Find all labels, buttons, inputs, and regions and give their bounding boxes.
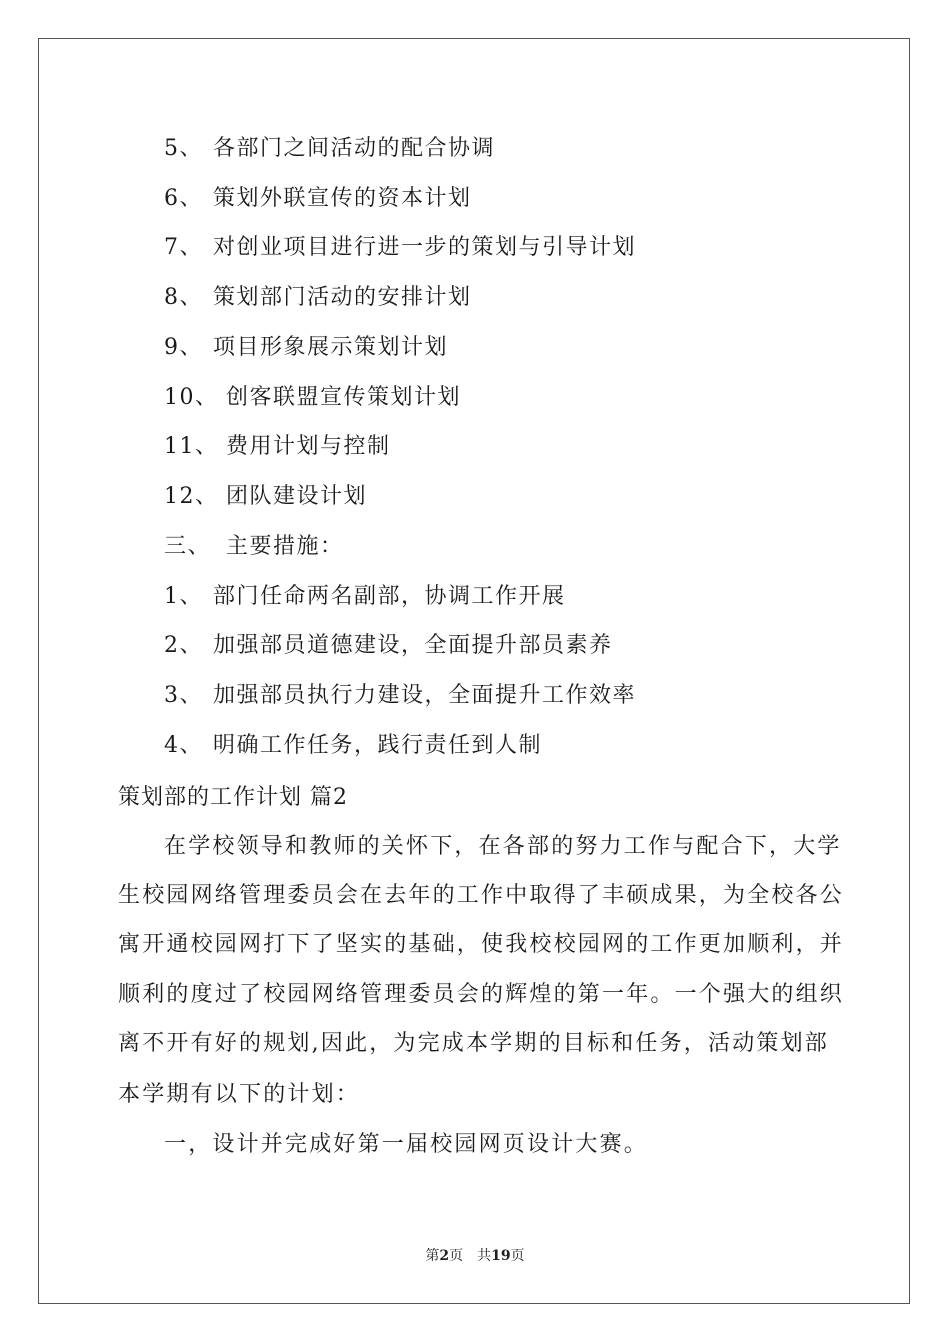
list-item <box>164 432 391 462</box>
list-item-text: 创客联盟宣传策划计划 <box>226 385 462 410</box>
section-title: 主要措施： <box>226 534 344 559</box>
list-item-number: 3、 <box>164 683 203 708</box>
list-item-text: 加强部员道德建设，全面提升部员素养 <box>213 633 613 658</box>
list-item-number: 7、 <box>164 235 203 260</box>
list-item-text: 部门任命两名副部，协调工作开展 <box>213 584 566 609</box>
list-item <box>164 184 472 214</box>
list-item <box>164 582 566 612</box>
list-item-text: 策划外联宣传的资本计划 <box>213 186 472 211</box>
list-item-number: 8、 <box>164 285 203 310</box>
list-item <box>164 383 462 413</box>
list-item-number: 10、 <box>164 385 219 410</box>
paragraph-line: 离不开有好的规划,因此，为完成本学期的目标和任务，活动策划部 <box>118 1031 829 1056</box>
list-item-number: 4、 <box>164 733 203 758</box>
article-heading: 策划部的工作计划 篇2 <box>118 785 348 810</box>
list-item <box>164 482 368 512</box>
footer-mid: 页 共 <box>449 1248 492 1264</box>
list-item-number: 6、 <box>164 186 203 211</box>
list-item-text: 加强部员执行力建设，全面提升工作效率 <box>213 683 637 708</box>
point-one: 一，设计并完成好第一届校园网页设计大赛。 <box>164 1132 649 1157</box>
list-item-number: 5、 <box>164 136 203 161</box>
list-item-text: 各部门之间活动的配合协调 <box>213 136 496 161</box>
list-item-text: 对创业项目进行进一步的策划与引导计划 <box>213 235 637 260</box>
list-item <box>164 731 543 761</box>
page-footer <box>0 1246 950 1266</box>
footer-page-number: 2 <box>439 1248 450 1264</box>
list-item <box>164 681 637 711</box>
paragraph-line: 在学校领导和教师的关怀下，在各部的努力工作与配合下，大学 <box>164 834 842 859</box>
footer-total-pages: 19 <box>491 1248 511 1264</box>
list-item <box>164 631 613 661</box>
list-item <box>164 134 496 164</box>
list-item-number: 9、 <box>164 335 203 360</box>
list-item <box>164 333 449 363</box>
list-item <box>164 283 472 313</box>
list-item-number: 12、 <box>164 484 219 509</box>
list-item-text: 团队建设计划 <box>226 484 368 509</box>
list-item-text: 明确工作任务，践行责任到人制 <box>213 733 543 758</box>
list-item <box>164 233 637 263</box>
list-item-number: 11、 <box>164 434 219 459</box>
paragraph-line: 寓开通校园网打下了坚实的基础，使我校校园网的工作更加顺利，并 <box>118 932 845 957</box>
list-item-text: 项目形象展示策划计划 <box>213 335 449 360</box>
footer-suffix: 页 <box>510 1248 525 1264</box>
list-item-text: 策划部门活动的安排计划 <box>213 285 472 310</box>
paragraph-line: 本学期有以下的计划： <box>118 1082 361 1107</box>
footer-prefix: 第 <box>425 1248 440 1264</box>
list-item-number: 1、 <box>164 584 203 609</box>
paragraph-line: 顺利的度过了校园网络管理委员会的辉煌的第一年。一个强大的组织 <box>118 982 845 1007</box>
section-heading <box>164 532 344 562</box>
section-number: 三、 <box>164 534 212 559</box>
list-item-text: 费用计划与控制 <box>226 434 391 459</box>
list-item-number: 2、 <box>164 633 203 658</box>
paragraph-line: 生校园网络管理委员会在去年的工作中取得了丰硕成果，为全校各公 <box>118 883 845 908</box>
page-border <box>38 38 910 1304</box>
